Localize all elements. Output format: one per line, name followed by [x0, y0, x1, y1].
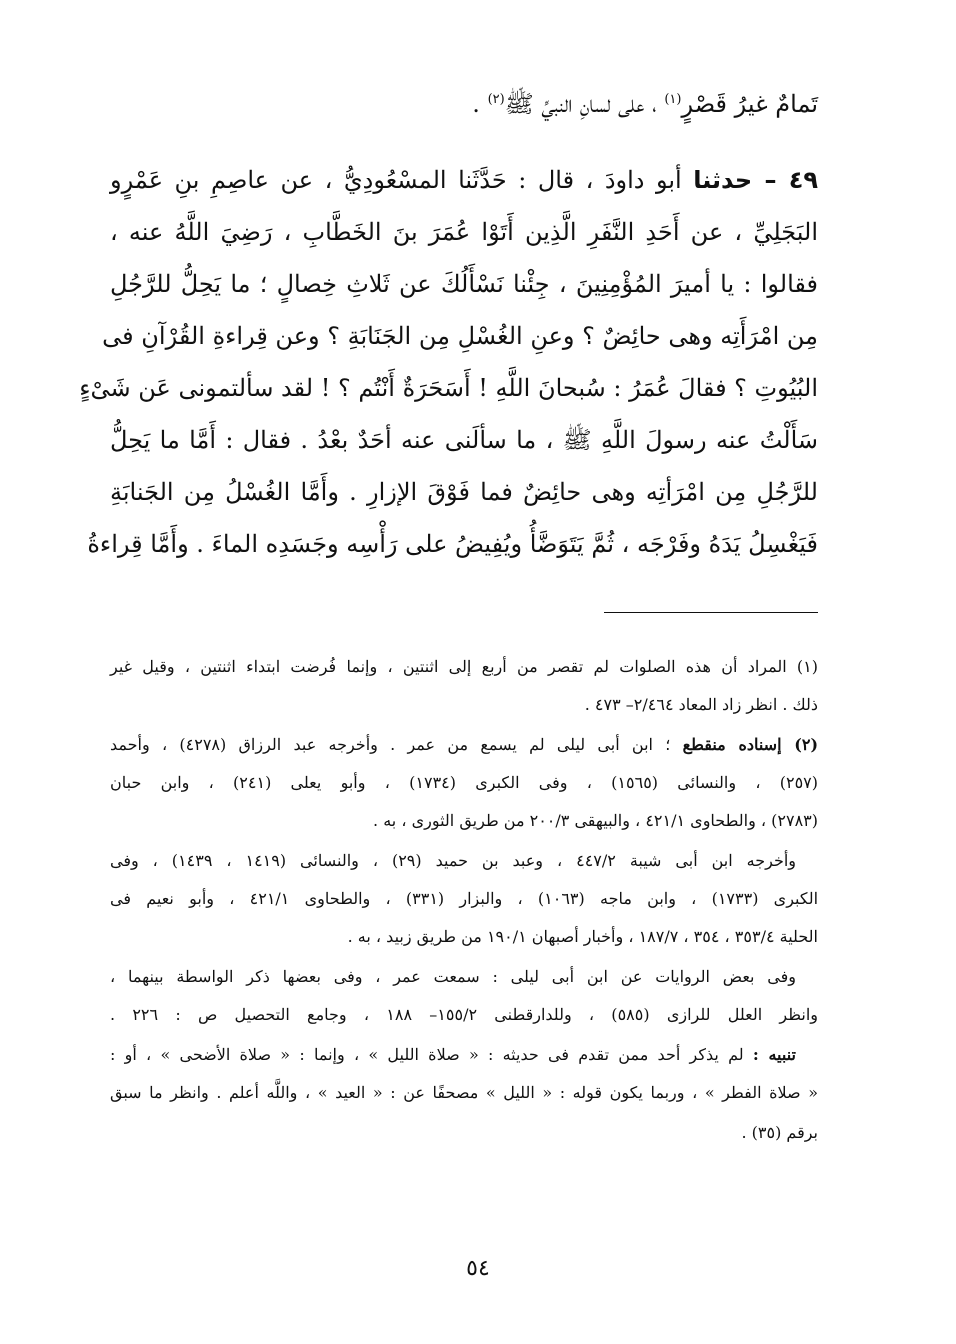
- main-text-line-1: [110, 78, 818, 130]
- footnote-para-4-line-2: « صلاة الفطر » ، وربما يكون قوله : « الليل » مصحفًا عن : « العيد » ، واللَّه أعلم . وانظر ما سبق: [110, 1083, 818, 1102]
- page-number: ٥٤: [466, 1256, 490, 1281]
- footnote-1-line-1: (١) المراد أن هذه الصلوات لم تقصر من أربع إلى اثنتين ، وإنما فُرضت ابتداء اثنتين ، وقيل غير: [110, 657, 818, 676]
- footnote-2-line-1: [110, 730, 818, 760]
- note-label: تنبيه :: [752, 1045, 796, 1064]
- hadith-number: ٤٩ – حدثنا: [693, 166, 818, 194]
- line1-pre: تَمامٌ غيرُ قَصْرٍ: [681, 90, 818, 118]
- main-text-line-6: البُيُوتِ ؟ فقالَ عُمَرُ : سُبحانَ اللَّهِ ! أَسَحَرَةٌ أَنْتُم ؟ ! لقد سألتمونى عَن شَىْءٍ: [79, 374, 818, 402]
- footnote-para-3-line-2: وانظر العلل للرازى (٥٨٥) ، وللدارقطنى ١٥٥/٢– ١٨٨ ، وجامع التحصيل ص : ٢٢٦ .: [110, 1005, 819, 1024]
- line1-end: .: [472, 90, 480, 118]
- footnote-ref-2: (٢): [487, 92, 505, 107]
- line2-text: أبو داودَ ، قال : حَدَّثَنا المسْعُودِيُّ ، عن عاصِمِ بنِ عَمْرٍو: [110, 166, 682, 194]
- line1-mid: ، على لسانِ النبيِّ ﷺ: [504, 90, 657, 118]
- footnote-para-2-line-2: الكبرى (١٧٣٣) ، وابن ماجه (١٠٦٣) ، والبزار (٣٣١) ، والطحاوى ٤٢١/١ ، وأبو نعيم فى: [110, 889, 819, 908]
- main-text-line-5: مِن امْرَأَتِه وهى حائِضٌ ؟ وعنِ الغُسْلِ مِن الجَنَابَةِ ؟ وعن قِراءةِ القُرْآنِ فى: [102, 322, 818, 350]
- footnote-2-label: (٢) إسناده منقطع: [682, 735, 819, 754]
- main-text-line-2: [110, 154, 818, 206]
- footnote-para-2-line-1: وأخرجه ابن أبى شيبة ٤٤٧/٢ ، وعبد بن حميد (٢٩) ، والنسائى (١٤١٩ ، ١٤٣٩) ، وفى: [110, 851, 796, 870]
- footnote-2-line-1-rest: ؛ ابن أبى ليلى لم يسمع من عمر . وأخرجه عبد الرزاق (٤٢٧٨) ، وأحمد: [110, 735, 671, 754]
- main-text-line-9: فَيَغْسِلُ يَدَهُ وفَرْجَه ، ثُمَّ يَتَوَضَّأُ ويُفِيضُ على رَأْسِه وجَسَدِه الماءَ . وأَمَّا قِراءةُ: [87, 530, 818, 558]
- footnote-para-2-line-3: الحلية ٣٥٣/٤ ، ٣٥٤ ، ١٨٧/٧ ، وأخبار أصبهان ١٩٠/١ من طريق زبيد ، به .: [347, 927, 818, 946]
- footnote-para-4-line-3: برقم (٣٥) .: [741, 1123, 818, 1142]
- main-text-line-7: سَأَلْتُ عنه رسولَ اللَّهِ ﷺ ، ما سألَنى عنه أحَدٌ بعْدُ . فقال : أَمَّا ما يَحِلُّ: [110, 426, 818, 454]
- main-text-line-3: البَجَلِيِّ ، عن أَحَدِ النَّفَرِ الَّذِين أَتَوْا عُمَرَ بنَ الخَطَّابِ ، رَضِيَ اللَّهُ عنه ،: [110, 218, 818, 246]
- footnote-ref-1: (١): [664, 92, 682, 107]
- footnote-para-4-line-1-rest: لم يذكر أحد ممن تقدم فى حديثه : « صلاة الليل » ، وإنما : « صلاة الأضحى » ، أو :: [110, 1045, 744, 1064]
- footnote-divider: [604, 612, 818, 613]
- footnote-para-4-line-1: [110, 1040, 796, 1070]
- footnote-1-line-2: ذلك . انظر زاد المعاد ٢/٤٦٤– ٤٧٣ .: [584, 695, 818, 714]
- main-text-line-8: للرَّجُلِ مِن امْرَأتِه وهى حائِضٌ فما فَوْقَ الإزارِ . وأَمَّا الغُسْلُ مِن الجَنابَةِ: [110, 478, 818, 506]
- footnote-2-line-3: (٢٧٨٣) ، والطحاوى ٤٢١/١ ، والبيهقى ٢٠٠/٣ من طريق الثورى ، به .: [373, 811, 818, 830]
- main-text-line-4: فقالوا : يا أميرَ المُؤْمِنِينَ ، جِئْنا نَسْأَلُكَ عن ثَلاثِ خِصالٍ ؛ ما يَحِلُّ للرَّجُلِ: [110, 270, 818, 298]
- footnote-2-line-2: (٢٥٧) ، والنسائى (١٥٦٥) ، وفى الكبرى (١٧٣٤) ، وأبو يعلى (٢٤١) ، وابن حبان: [110, 773, 819, 792]
- footnote-para-3-line-1: وفى بعض الروايات عن ابن أبى ليلى : سمعت عمر ، وفى بعضها ذكر الواسطة بينهما ،: [110, 967, 796, 986]
